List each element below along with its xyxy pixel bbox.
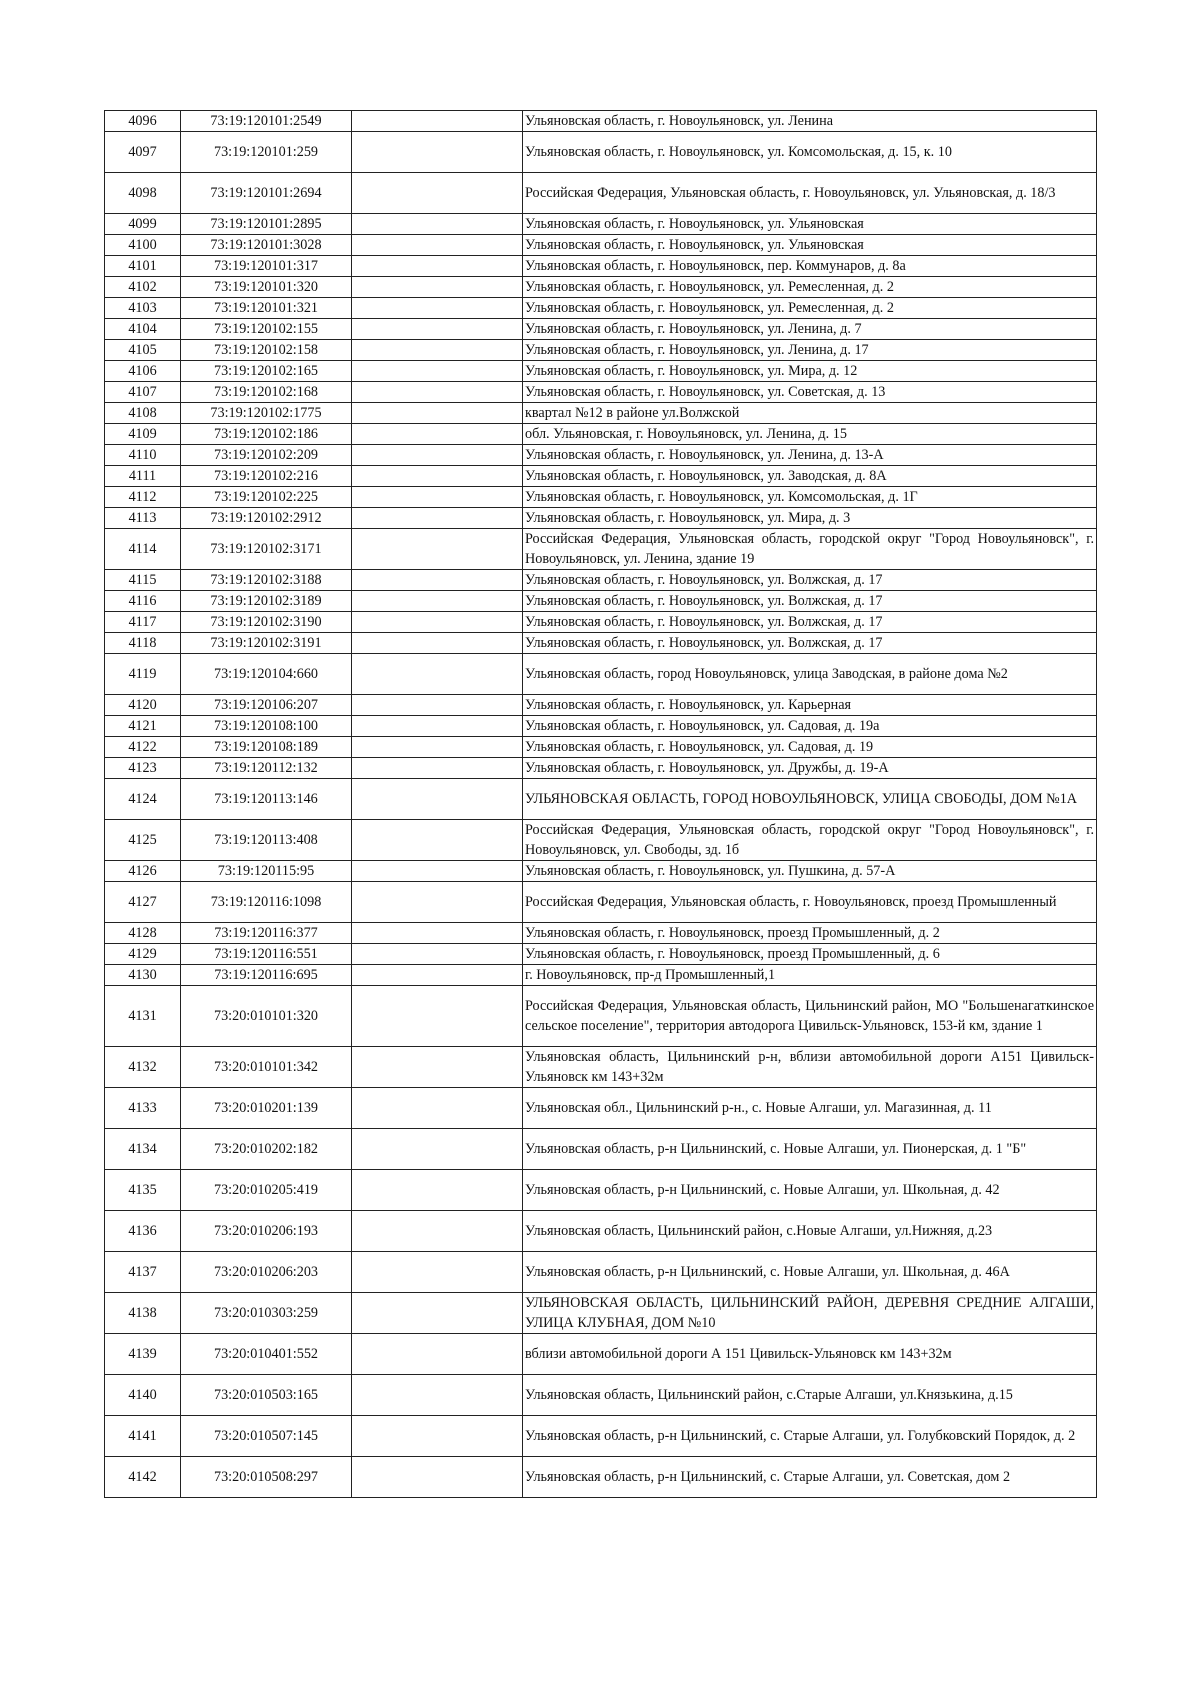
table-row [105, 256, 1097, 277]
table-row [105, 424, 1097, 445]
row-number-cell: 4124 [105, 779, 181, 820]
table-row [105, 466, 1097, 487]
table-row [105, 654, 1097, 695]
empty-cell [352, 758, 523, 779]
cadastral-number-cell: 73:20:010507:145 [181, 1416, 352, 1457]
empty-cell [352, 235, 523, 256]
address-cell: Ульяновская область, г. Новоульяновск, ул. Ульяновская [523, 214, 1097, 235]
table-row [105, 779, 1097, 820]
row-number-cell: 4108 [105, 403, 181, 424]
cadastral-number-cell: 73:20:010206:193 [181, 1211, 352, 1252]
empty-cell [352, 737, 523, 758]
empty-cell [352, 1088, 523, 1129]
address-cell: Ульяновская область, город Новоульяновск, улица Заводская, в районе дома №2 [523, 654, 1097, 695]
empty-cell [352, 1252, 523, 1293]
address-cell: Ульяновская область, г. Новоульяновск, ул. Заводская, д. 8А [523, 466, 1097, 487]
empty-cell [352, 570, 523, 591]
empty-cell [352, 861, 523, 882]
table-row [105, 716, 1097, 737]
row-number-cell: 4126 [105, 861, 181, 882]
cadastral-number-cell: 73:19:120102:225 [181, 487, 352, 508]
empty-cell [352, 820, 523, 861]
address-cell: Ульяновская обл., Цильнинский р-н., с. Новые Алгаши, ул. Магазинная, д. 11 [523, 1088, 1097, 1129]
empty-cell [352, 1375, 523, 1416]
address-cell: Ульяновская область, г. Новоульяновск, ул. Комсомольская, д. 15, к. 10 [523, 132, 1097, 173]
table-row [105, 1129, 1097, 1170]
cadastral-number-cell: 73:19:120116:1098 [181, 882, 352, 923]
row-number-cell: 4096 [105, 111, 181, 132]
table-row [105, 1293, 1097, 1334]
empty-cell [352, 466, 523, 487]
empty-cell [352, 923, 523, 944]
table-row [105, 1416, 1097, 1457]
table-row [105, 820, 1097, 861]
cadastral-number-cell: 73:19:120102:216 [181, 466, 352, 487]
table-row [105, 923, 1097, 944]
row-number-cell: 4131 [105, 986, 181, 1047]
empty-cell [352, 529, 523, 570]
table-row [105, 861, 1097, 882]
cadastral-number-cell: 73:20:010303:259 [181, 1293, 352, 1334]
empty-cell [352, 1334, 523, 1375]
row-number-cell: 4133 [105, 1088, 181, 1129]
row-number-cell: 4101 [105, 256, 181, 277]
address-cell: Ульяновская область, г. Новоульяновск, проезд Промышленный, д. 2 [523, 923, 1097, 944]
address-cell: Ульяновская область, р-н Цильнинский, с. Новые Алгаши, ул. Школьная, д. 46А [523, 1252, 1097, 1293]
table-row [105, 214, 1097, 235]
row-number-cell: 4104 [105, 319, 181, 340]
address-cell: Ульяновская область, г. Новоульяновск, ул. Ремесленная, д. 2 [523, 277, 1097, 298]
row-number-cell: 4110 [105, 445, 181, 466]
table-row [105, 361, 1097, 382]
cadastral-number-cell: 73:19:120104:660 [181, 654, 352, 695]
table-row [105, 382, 1097, 403]
row-number-cell: 4097 [105, 132, 181, 173]
address-cell: Ульяновская область, р-н Цильнинский, с. Новые Алгаши, ул. Пионерская, д. 1 "Б" [523, 1129, 1097, 1170]
row-number-cell: 4112 [105, 487, 181, 508]
cadastral-number-cell: 73:19:120102:165 [181, 361, 352, 382]
table-row [105, 298, 1097, 319]
cadastral-number-cell: 73:20:010206:203 [181, 1252, 352, 1293]
table-row [105, 529, 1097, 570]
address-cell: вблизи автомобильной дороги А 151 Цивильск-Ульяновск км 143+32м [523, 1334, 1097, 1375]
address-cell: Ульяновская область, Цильнинский р-н, вблизи автомобильной дороги А151 Цивильск-Ульяновск км 143+32м [523, 1047, 1097, 1088]
empty-cell [352, 695, 523, 716]
row-number-cell: 4135 [105, 1170, 181, 1211]
empty-cell [352, 779, 523, 820]
cadastral-number-cell: 73:20:010202:182 [181, 1129, 352, 1170]
address-cell: Ульяновская область, г. Новоульяновск, ул. Ленина, д. 7 [523, 319, 1097, 340]
cadastral-number-cell: 73:19:120113:408 [181, 820, 352, 861]
row-number-cell: 4116 [105, 591, 181, 612]
empty-cell [352, 340, 523, 361]
empty-cell [352, 256, 523, 277]
row-number-cell: 4137 [105, 1252, 181, 1293]
table-row [105, 758, 1097, 779]
address-cell: Ульяновская область, г. Новоульяновск, ул. Ленина, д. 17 [523, 340, 1097, 361]
registry-body [105, 111, 1097, 1498]
empty-cell [352, 654, 523, 695]
property-registry-table [104, 110, 1097, 1498]
cadastral-number-cell: 73:19:120102:158 [181, 340, 352, 361]
cadastral-number-cell: 73:20:010101:320 [181, 986, 352, 1047]
cadastral-number-cell: 73:19:120101:320 [181, 277, 352, 298]
table-row [105, 111, 1097, 132]
row-number-cell: 4099 [105, 214, 181, 235]
table-row [105, 319, 1097, 340]
cadastral-number-cell: 73:19:120101:317 [181, 256, 352, 277]
table-row [105, 1211, 1097, 1252]
address-cell: Ульяновская область, г. Новоульяновск, пер. Коммунаров, д. 8а [523, 256, 1097, 277]
empty-cell [352, 111, 523, 132]
row-number-cell: 4118 [105, 633, 181, 654]
address-cell: Ульяновская область, Цильнинский район, с.Новые Алгаши, ул.Нижняя, д.23 [523, 1211, 1097, 1252]
address-cell: квартал №12 в районе ул.Волжской [523, 403, 1097, 424]
table-row [105, 487, 1097, 508]
table-row [105, 1088, 1097, 1129]
cadastral-number-cell: 73:19:120102:3189 [181, 591, 352, 612]
table-row [105, 633, 1097, 654]
table-row [105, 1170, 1097, 1211]
address-cell: Ульяновская область, г. Новоульяновск, ул. Карьерная [523, 695, 1097, 716]
cadastral-number-cell: 73:19:120102:168 [181, 382, 352, 403]
cadastral-number-cell: 73:19:120102:2912 [181, 508, 352, 529]
cadastral-number-cell: 73:19:120116:377 [181, 923, 352, 944]
row-number-cell: 4140 [105, 1375, 181, 1416]
empty-cell [352, 445, 523, 466]
address-cell: УЛЬЯНОВСКАЯ ОБЛАСТЬ, ГОРОД НОВОУЛЬЯНОВСК, УЛИЦА СВОБОДЫ, ДОМ №1А [523, 779, 1097, 820]
address-cell: Ульяновская область, г. Новоульяновск, ул. Ленина [523, 111, 1097, 132]
cadastral-number-cell: 73:20:010503:165 [181, 1375, 352, 1416]
row-number-cell: 4138 [105, 1293, 181, 1334]
empty-cell [352, 173, 523, 214]
address-cell: Ульяновская область, г. Новоульяновск, ул. Садовая, д. 19а [523, 716, 1097, 737]
row-number-cell: 4128 [105, 923, 181, 944]
cadastral-number-cell: 73:20:010401:552 [181, 1334, 352, 1375]
cadastral-number-cell: 73:19:120102:3188 [181, 570, 352, 591]
table-row [105, 277, 1097, 298]
row-number-cell: 4125 [105, 820, 181, 861]
address-cell: Ульяновская область, г. Новоульяновск, ул. Садовая, д. 19 [523, 737, 1097, 758]
address-cell: Ульяновская область, р-н Цильнинский, с. Старые Алгаши, ул. Советская, дом 2 [523, 1457, 1097, 1498]
address-cell: Ульяновская область, г. Новоульяновск, ул. Советская, д. 13 [523, 382, 1097, 403]
cadastral-number-cell: 73:19:120102:3191 [181, 633, 352, 654]
table-row [105, 1047, 1097, 1088]
row-number-cell: 4127 [105, 882, 181, 923]
cadastral-number-cell: 73:20:010101:342 [181, 1047, 352, 1088]
table-row [105, 340, 1097, 361]
address-cell: Ульяновская область, г. Новоульяновск, ул. Волжская, д. 17 [523, 570, 1097, 591]
address-cell: Российская Федерация, Ульяновская область, городской округ "Город Новоульяновск", г. Новоульяновск, ул. Ленина, здание 19 [523, 529, 1097, 570]
row-number-cell: 4120 [105, 695, 181, 716]
empty-cell [352, 1293, 523, 1334]
empty-cell [352, 298, 523, 319]
table-row [105, 235, 1097, 256]
cadastral-number-cell: 73:19:120108:189 [181, 737, 352, 758]
address-cell: Ульяновская область, р-н Цильнинский, с. Новые Алгаши, ул. Школьная, д. 42 [523, 1170, 1097, 1211]
empty-cell [352, 612, 523, 633]
row-number-cell: 4114 [105, 529, 181, 570]
cadastral-number-cell: 73:19:120108:100 [181, 716, 352, 737]
table-row [105, 508, 1097, 529]
address-cell: Ульяновская область, р-н Цильнинский, с. Старые Алгаши, ул. Голубковский Порядок, д. 2 [523, 1416, 1097, 1457]
cadastral-number-cell: 73:19:120101:321 [181, 298, 352, 319]
table-row [105, 965, 1097, 986]
address-cell: Российская Федерация, Ульяновская область, Цильнинский район, МО "Большенагаткинское сельское поселение", территория автодорога Цивильск-Ульяновск, 153-й км, здание 1 [523, 986, 1097, 1047]
address-cell: г. Новоульяновск, пр-д Промышленный,1 [523, 965, 1097, 986]
address-cell: Ульяновская область, г. Новоульяновск, ул. Волжская, д. 17 [523, 633, 1097, 654]
table-row [105, 612, 1097, 633]
address-cell: Российская Федерация, Ульяновская область, г. Новоульяновск, ул. Ульяновская, д. 18/3 [523, 173, 1097, 214]
row-number-cell: 4136 [105, 1211, 181, 1252]
address-cell: Российская Федерация, Ульяновская область, городской округ "Город Новоульяновск", г. Новоульяновск, ул. Свободы, зд. 1б [523, 820, 1097, 861]
table-row [105, 695, 1097, 716]
table-row [105, 570, 1097, 591]
row-number-cell: 4098 [105, 173, 181, 214]
cadastral-number-cell: 73:19:120106:207 [181, 695, 352, 716]
empty-cell [352, 1129, 523, 1170]
address-cell: Ульяновская область, г. Новоульяновск, ул. Ульяновская [523, 235, 1097, 256]
row-number-cell: 4132 [105, 1047, 181, 1088]
row-number-cell: 4139 [105, 1334, 181, 1375]
table-row [105, 1375, 1097, 1416]
table-row [105, 591, 1097, 612]
address-cell: Ульяновская область, г. Новоульяновск, ул. Дружбы, д. 19-А [523, 758, 1097, 779]
empty-cell [352, 277, 523, 298]
empty-cell [352, 882, 523, 923]
row-number-cell: 4117 [105, 612, 181, 633]
table-row [105, 445, 1097, 466]
address-cell: УЛЬЯНОВСКАЯ ОБЛАСТЬ, ЦИЛЬНИНСКИЙ РАЙОН, ДЕРЕВНЯ СРЕДНИЕ АЛГАШИ, УЛИЦА КЛУБНАЯ, ДОМ №10 [523, 1293, 1097, 1334]
row-number-cell: 4130 [105, 965, 181, 986]
table-row [105, 173, 1097, 214]
cadastral-number-cell: 73:19:120102:209 [181, 445, 352, 466]
table-row [105, 1252, 1097, 1293]
address-cell: Ульяновская область, г. Новоульяновск, ул. Ремесленная, д. 2 [523, 298, 1097, 319]
cadastral-number-cell: 73:19:120101:2694 [181, 173, 352, 214]
cadastral-number-cell: 73:19:120102:3171 [181, 529, 352, 570]
row-number-cell: 4123 [105, 758, 181, 779]
empty-cell [352, 633, 523, 654]
empty-cell [352, 716, 523, 737]
row-number-cell: 4111 [105, 466, 181, 487]
empty-cell [352, 403, 523, 424]
table-row [105, 986, 1097, 1047]
cadastral-number-cell: 73:19:120116:695 [181, 965, 352, 986]
row-number-cell: 4119 [105, 654, 181, 695]
row-number-cell: 4100 [105, 235, 181, 256]
address-cell: Ульяновская область, г. Новоульяновск, проезд Промышленный, д. 6 [523, 944, 1097, 965]
cadastral-number-cell: 73:20:010508:297 [181, 1457, 352, 1498]
cadastral-number-cell: 73:19:120102:1775 [181, 403, 352, 424]
address-cell: Ульяновская область, г. Новоульяновск, ул. Ленина, д. 13-А [523, 445, 1097, 466]
empty-cell [352, 986, 523, 1047]
row-number-cell: 4122 [105, 737, 181, 758]
empty-cell [352, 1211, 523, 1252]
cadastral-number-cell: 73:20:010205:419 [181, 1170, 352, 1211]
cadastral-number-cell: 73:19:120102:186 [181, 424, 352, 445]
empty-cell [352, 1457, 523, 1498]
address-cell: Ульяновская область, г. Новоульяновск, ул. Волжская, д. 17 [523, 612, 1097, 633]
table-row [105, 132, 1097, 173]
row-number-cell: 4121 [105, 716, 181, 737]
empty-cell [352, 361, 523, 382]
table-row [105, 944, 1097, 965]
cadastral-number-cell: 73:19:120112:132 [181, 758, 352, 779]
address-cell: Ульяновская область, г. Новоульяновск, ул. Мира, д. 3 [523, 508, 1097, 529]
address-cell: Ульяновская область, г. Новоульяновск, ул. Волжская, д. 17 [523, 591, 1097, 612]
empty-cell [352, 508, 523, 529]
row-number-cell: 4129 [105, 944, 181, 965]
empty-cell [352, 965, 523, 986]
cadastral-number-cell: 73:19:120101:259 [181, 132, 352, 173]
table-row [105, 882, 1097, 923]
address-cell: Ульяновская область, г. Новоульяновск, ул. Комсомольская, д. 1Г [523, 487, 1097, 508]
row-number-cell: 4102 [105, 277, 181, 298]
empty-cell [352, 1047, 523, 1088]
row-number-cell: 4134 [105, 1129, 181, 1170]
address-cell: Ульяновская область, г. Новоульяновск, ул. Мира, д. 12 [523, 361, 1097, 382]
table-row [105, 1457, 1097, 1498]
cadastral-number-cell: 73:19:120116:551 [181, 944, 352, 965]
row-number-cell: 4141 [105, 1416, 181, 1457]
empty-cell [352, 487, 523, 508]
address-cell: обл. Ульяновская, г. Новоульяновск, ул. Ленина, д. 15 [523, 424, 1097, 445]
cadastral-number-cell: 73:19:120101:2895 [181, 214, 352, 235]
table-row [105, 403, 1097, 424]
address-cell: Ульяновская область, г. Новоульяновск, ул. Пушкина, д. 57-А [523, 861, 1097, 882]
empty-cell [352, 1416, 523, 1457]
row-number-cell: 4103 [105, 298, 181, 319]
cadastral-number-cell: 73:19:120102:3190 [181, 612, 352, 633]
empty-cell [352, 132, 523, 173]
empty-cell [352, 1170, 523, 1211]
empty-cell [352, 319, 523, 340]
address-cell: Ульяновская область, Цильнинский район, с.Старые Алгаши, ул.Князькина, д.15 [523, 1375, 1097, 1416]
address-cell: Российская Федерация, Ульяновская область, г. Новоульяновск, проезд Промышленный [523, 882, 1097, 923]
cadastral-number-cell: 73:19:120113:146 [181, 779, 352, 820]
empty-cell [352, 591, 523, 612]
cadastral-number-cell: 73:19:120115:95 [181, 861, 352, 882]
empty-cell [352, 382, 523, 403]
empty-cell [352, 944, 523, 965]
empty-cell [352, 214, 523, 235]
cadastral-number-cell: 73:19:120102:155 [181, 319, 352, 340]
empty-cell [352, 424, 523, 445]
row-number-cell: 4107 [105, 382, 181, 403]
table-row [105, 1334, 1097, 1375]
row-number-cell: 4113 [105, 508, 181, 529]
row-number-cell: 4115 [105, 570, 181, 591]
cadastral-number-cell: 73:20:010201:139 [181, 1088, 352, 1129]
cadastral-number-cell: 73:19:120101:3028 [181, 235, 352, 256]
row-number-cell: 4109 [105, 424, 181, 445]
table-row [105, 737, 1097, 758]
row-number-cell: 4142 [105, 1457, 181, 1498]
row-number-cell: 4105 [105, 340, 181, 361]
row-number-cell: 4106 [105, 361, 181, 382]
cadastral-number-cell: 73:19:120101:2549 [181, 111, 352, 132]
